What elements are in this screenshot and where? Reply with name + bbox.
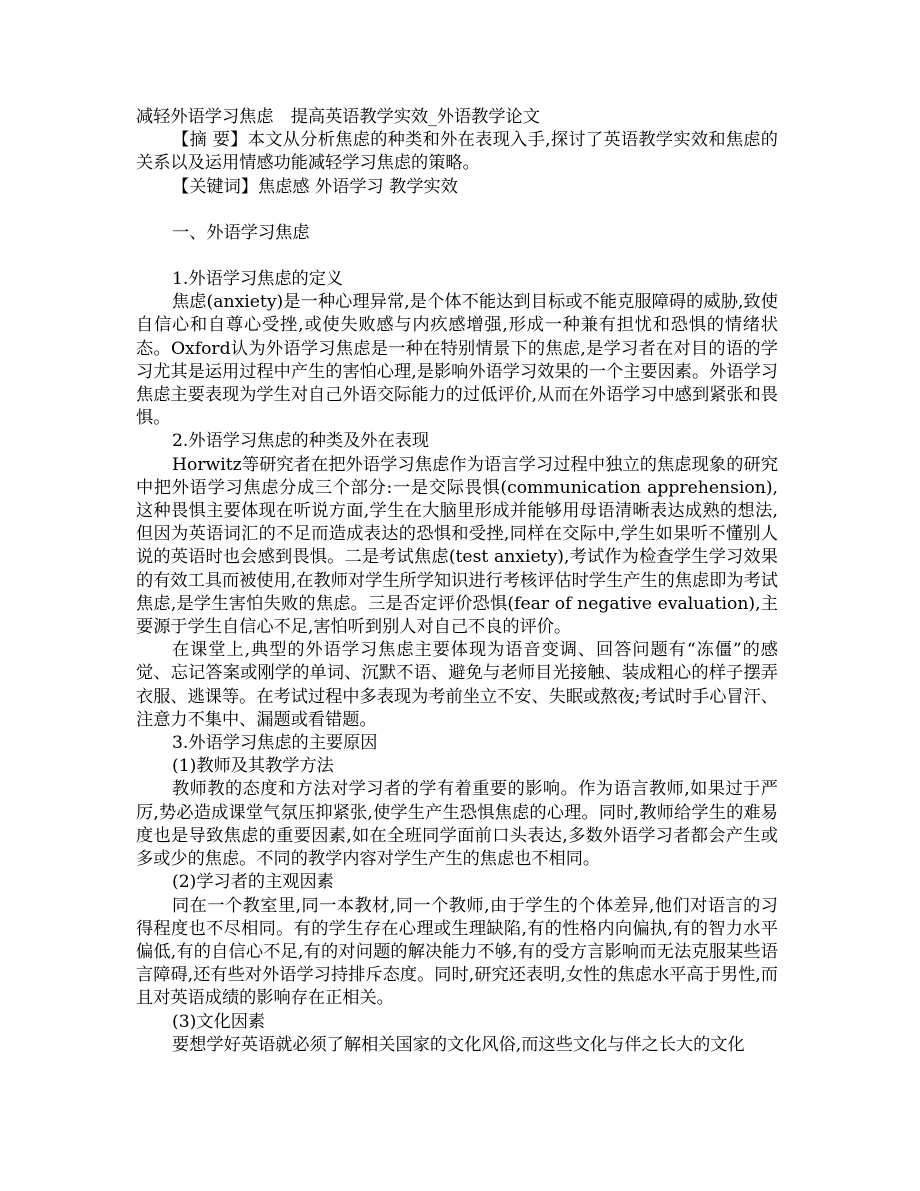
learner-paragraph: 同在一个教室里,同一本教材,同一个教师,由于学生的个体差异,他们对语言的习得程度也不尽相同。有的学生存在心理或生理缺陷,有的性格内向偏执,有的智力水平偏低,有的自信心不足,有的对问题的解决能力不够,有的受方言影响而无法克服某些语言障碍,还有些对外语学习持排斥态度。同时,研究还表明,女性的焦虑水平高于男性,而且对英语成绩的影响存在正相关。 xyxy=(136,895,778,1009)
subsection-heading-3: 3.外语学习焦虑的主要原因 xyxy=(172,733,378,754)
cause-heading-culture: (3)文化因素 xyxy=(172,1011,266,1032)
classroom-paragraph: 在课堂上,典型的外语学习焦虑主要体现为语音变调、回答问题有“冻僵”的感觉、忘记答案或刚学的单词、沉默不语、避免与老师目光接触、装成粗心的样子摆弄衣服、逃课等。在考试过程中多表现为考前坐立不安、失眠或熬夜;考试时手心冒汗、注意力不集中、漏题或看错题。 xyxy=(136,640,778,730)
subsection-heading-2: 2.外语学习焦虑的种类及外在表现 xyxy=(172,431,430,452)
document-title: 减轻外语学习焦虑 提高英语教学实效_外语教学论文 xyxy=(136,107,540,127)
document-page xyxy=(136,106,778,1057)
keywords-line: 【关键词】焦虑感 外语学习 教学实效 xyxy=(172,176,458,197)
abstract-paragraph: 【摘 要】本文从分析焦虑的种类和外在表现入手,探讨了英语教学实效和焦虑的关系以及运用情感功能减轻学习焦虑的策略。 xyxy=(136,130,778,174)
cause-heading-teacher: (1)教师及其教学方法 xyxy=(172,756,334,777)
types-paragraph: Horwitz等研究者在把外语学习焦虑作为语言学习过程中独立的焦虑现象的研究中把外语学习焦虑分成三个部分:一是交际畏惧(communication apprehension),这种畏惧主要体现在听说方面,学生在大脑里形成并能够用母语清晰表达成熟的想法,但因为英语词汇的不足而造成表达的恐惧和受挫,同样在交际中,学生如果听不懂别人说的英语时也会感到畏惧。二是考试焦虑(test anxiety),考试作为检查学生学习效果的有效工具而被使用,在教师对学生所学知识进行考核评估时学生产生的焦虑即为考试焦虑,是学生害怕失败的焦虑。三是否定评价恐惧(fear of negative evaluation),主要源于学生自信心不足,害怕听到别人对自己不良的评价。 xyxy=(136,454,778,638)
subsection-heading-1: 1.外语学习焦虑的定义 xyxy=(172,269,344,290)
teacher-paragraph: 教师教的态度和方法对学习者的学有着重要的影响。作为语言教师,如果过于严厉,势必造成课堂气氛压抑紧张,使学生产生恐惧焦虑的心理。同时,教师给学生的难易度也是导致焦虑的重要因素,如在全班同学面前口头表达,多数外语学习者都会产生或多或少的焦虑。不同的教学内容对学生产生的焦虑也不相同。 xyxy=(136,779,778,870)
culture-paragraph: 要想学好英语就必须了解相关国家的文化风俗,而这些文化与伴之长大的文化 xyxy=(172,1034,745,1055)
cause-heading-learner: (2)学习者的主观因素 xyxy=(172,872,334,893)
section-heading-1: 一、外语学习焦虑 xyxy=(172,222,310,243)
definition-paragraph: 焦虑(anxiety)是一种心理异常,是个体不能达到目标或不能克服障碍的威胁,致使自信心和自尊心受挫,或使失败感与内疚感增强,形成一种兼有担忧和恐惧的情绪状态。Oxford认为外语学习焦虑是一种在特别情景下的焦虑,是学习者在对目的语的学习尤其是运用过程中产生的害怕心理,是影响外语学习效果的一个主要因素。外语学习焦虑主要表现为学生对自己外语交际能力的过低评价,从而在外语学习中感到紧张和畏惧。 xyxy=(136,292,778,429)
